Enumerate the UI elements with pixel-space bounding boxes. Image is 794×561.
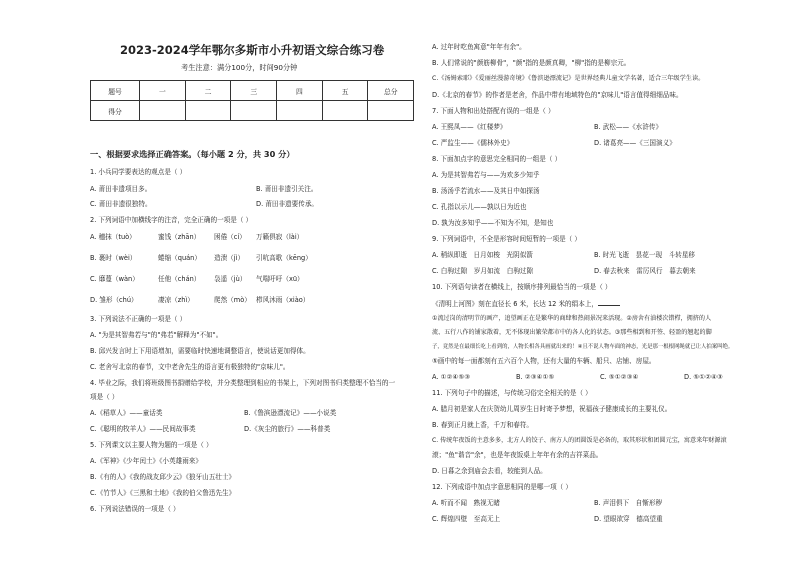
question-line: 7. 下面人物和出处搭配有误的一组是（ ）	[432, 107, 555, 115]
option-line: D.《北京的春节》的作者是老舍，作品中带有地域特色的"京味儿"语言值得细细品味。	[432, 91, 683, 99]
option-line: C. 严监生——《儒林外史》	[432, 139, 514, 147]
question-line: 项是（ ）	[90, 393, 119, 401]
option-line: C. 传统年夜饭的主意多多，北方人的饺子、南方人的团圆饭是必备的，取其形状和团圆元宝，寓意来年财源滚	[432, 437, 727, 444]
exam-notice: 考生注意：满分100分，时间90分钟	[181, 63, 298, 72]
option-line: D. 日暮之余到庙会去看，较能到人品。	[432, 467, 547, 475]
option-line: D. 孰为汝多知乎——不知为不知，是知也	[432, 219, 554, 227]
option-line: 凄凉（zhì）	[158, 296, 194, 304]
option-line: B. 人们常说的"颜筋柳骨"，"颜"指的是颜真卿，"柳"指的是柳宗元。	[432, 59, 631, 67]
option-line: A.《稻草人》——童话类	[90, 409, 163, 417]
passage-line	[432, 299, 620, 308]
score-input-cell[interactable]	[322, 101, 368, 121]
option-line: A. ①②④⑤③	[432, 373, 471, 381]
question-line: 12. 下列成语中加点字意思相同的是哪一项（ ）	[432, 483, 572, 491]
passage-line: ⑤画中的每一面都刻有五六百个人物，还有大量的车辆、船只、店铺、房屋。	[432, 357, 656, 365]
option-line: B. 汤汤乎若流水——及其日中如探汤	[432, 187, 540, 195]
score-cell: 得分	[91, 101, 140, 121]
option-line: 栉风沐雨（xiào）	[256, 296, 310, 304]
option-line: A. 莆田非遗项目多。	[90, 185, 152, 193]
passage-line: ①流过岗的清明节的画产，追望画正在是繁华的商肆和热闹景况来活现。②房舍有油楼次错栉，拥挤的人	[432, 315, 712, 322]
score-cell: 总分	[368, 81, 414, 101]
option-line: D. 春去秋来 雷厉风行 暮去朝来	[594, 267, 696, 275]
option-line: B. 声泪俱下 自惭形秽	[594, 499, 663, 507]
option-line: B. ②③④①⑤	[516, 373, 555, 381]
option-line: D. 雏形（chú）	[90, 296, 138, 304]
passage-text: 《清明上河图》刻在直径长 6 米，长达 12 米的绢本上，	[432, 300, 599, 308]
option-line: A.《军神》《少年闰土》《小英雄雨来》	[90, 457, 202, 465]
section-heading: 一、根据要求选择正确答案。（每小题 2 分，共 30 分）	[90, 149, 295, 159]
option-line: B. 莆田非遗引关注。	[256, 185, 318, 193]
option-line: D. 诸葛亮——《三国演义》	[594, 139, 676, 147]
score-cell: 四	[277, 81, 323, 101]
option-line: A. "为是其智弗若与"的"弗若"解释为"不如"。	[90, 331, 223, 339]
option-line: 袅遥（jù）	[214, 275, 247, 283]
option-line: A. 腊月初是家人在庆贺幼儿周岁生日时寄予梦想，祝福孩子健康成长的主要礼仪。	[432, 405, 672, 413]
question-line: 9. 下列词语中，不全是形容时间短暂的一项是（ ）	[432, 235, 581, 243]
answer-blank[interactable]	[598, 299, 620, 306]
option-line: A. 王熙凤——《红楼梦》	[432, 123, 507, 131]
option-line: 造溃（jì）	[214, 254, 245, 262]
option-line: D.《灰尘的旅行》——科普类	[244, 425, 331, 433]
option-line: A. 听而不闻 熟视无睹	[432, 499, 500, 507]
option-line: A. 过年时吃鱼寓意"年年有余"。	[432, 43, 526, 51]
question-line: 2. 下列词语中加横线字的注音，完全正确的一项是（ ）	[90, 216, 253, 224]
passage-line: 子，竟然是在最细长吃上看到的，人物长相各具画就出来的！④且不说人物车面的神态，光是那一根根网绳就已让人拍案叫绝。	[432, 344, 734, 350]
option-line: B. 邱兴发言时上下用语增加，需要临时快速地调整语言，使说话更加得体。	[90, 347, 310, 355]
option-line: B.《有的人》《我的战友邱少云》《狼牙山五壮士》	[90, 473, 236, 481]
option-line: B. 武松——《水浒传》	[594, 123, 663, 131]
score-table-score-row	[91, 101, 414, 121]
option-line: 气喘吁吁（xū）	[256, 275, 304, 283]
option-line: 困倦（cí）	[214, 233, 246, 241]
option-line: C.《汤姆索耶》《爱丽丝漫游奇境》《鲁滨逊漂流记》是世界经典儿童文学名著，适合三年级学生读。	[432, 75, 705, 82]
option-line: D. ⑤①②④③	[684, 373, 723, 381]
option-line: 万籁俱寂（lài）	[256, 233, 304, 241]
score-input-cell[interactable]	[140, 101, 186, 121]
passage-line: 流、五行八作的铺家散着，无不体现出繁荣都市中的各人化的状态。③那些相到和开签、轻盈的翘起的脚	[432, 329, 712, 336]
option-line: 蜷缩（quán）	[158, 254, 201, 262]
option-line: B. 春到正月就上香，千万和春符。	[432, 421, 534, 429]
option-line: 引吭高歌（kēng）	[256, 254, 312, 262]
option-line: B.《鲁滨逊漂流记》——小说类	[244, 409, 337, 417]
question-line: 6. 下列说法错误的一项是（ ）	[90, 505, 180, 513]
score-input-cell[interactable]	[231, 101, 277, 121]
exam-title: 2023-2024学年鄂尔多斯市小升初语文综合练习卷	[120, 43, 385, 57]
option-line: C. ⑤①②③④	[600, 373, 639, 381]
option-line: A. 穗抹（tuò）	[90, 233, 136, 241]
option-line: C. 孔指以示儿——孰以日为近也	[432, 203, 527, 211]
option-line: C.《竹节人》《三黑和土地》《我的伯父鲁迅先生》	[90, 489, 236, 497]
score-table-header-row	[91, 81, 414, 101]
option-line: A. 稍纵即逝 日月如梭 光阴似箭	[432, 251, 533, 259]
question-line: 8. 下面加点字的意思完全相同的一组是（ ）	[432, 155, 562, 163]
question-line: 3. 下列说法不正确的一项是（ ）	[90, 315, 187, 323]
option-line: C. 靡蔓（wàn）	[90, 275, 139, 283]
option-line: 爬然（mò）	[214, 296, 251, 304]
option-line: B. 时光飞逝 昙花一现 斗转星移	[594, 251, 696, 259]
option-line: C. 老舍写北京的春节，文中老舍先生的语言更有极独特的"京味儿"。	[90, 363, 290, 371]
question-line: 4. 毕业之际，我们将班级图书捐赠给学校，并分类整理到相应的书架上，下列对图书归类整理不恰当的一	[90, 379, 396, 387]
question-line: 11. 下列句子中的描述，与传统习俗完全相关的是（ ）	[432, 389, 592, 397]
question-line: 10. 下列语句读者在横线上，按顺序排列最恰当的一项是（ ）	[432, 283, 612, 291]
option-line: D. 望眼欲穿 德高望重	[594, 515, 663, 523]
score-table	[90, 80, 414, 121]
score-cell: 五	[322, 81, 368, 101]
score-cell: 二	[185, 81, 231, 101]
score-input-cell[interactable]	[185, 101, 231, 121]
score-input-cell[interactable]	[368, 101, 414, 121]
option-line: C. 辉煌四壁 至高无上	[432, 515, 501, 523]
score-cell: 题号	[91, 81, 140, 101]
option-line: 蜜饯（zhān）	[158, 233, 201, 241]
option-line: D. 莆田非遗要传承。	[256, 200, 319, 208]
option-line: 滚；"鱼"谐音"余"，也是年夜饭桌上年年有余的吉祥菜品。	[432, 451, 603, 459]
option-line: C. 莆田非遗很独特。	[90, 200, 152, 208]
option-line: 任他（chán）	[158, 275, 201, 283]
option-line: B. 裹时（wèi）	[90, 254, 137, 262]
option-line: A. 为是其智弗若与——为欢多少知乎	[432, 171, 540, 179]
score-input-cell[interactable]	[277, 101, 323, 121]
option-line: C.《聪明的牧羊人》——民间故事类	[90, 425, 196, 433]
question-line: 1. 小兵同学要表达的观点是（ ）	[90, 168, 187, 176]
score-cell: 三	[231, 81, 277, 101]
score-cell: 一	[140, 81, 186, 101]
option-line: C. 白驹过隙 岁月如流 白驹过隙	[432, 267, 534, 275]
question-line: 5. 下列课文以主要人物为题的一项是（ ）	[90, 441, 213, 449]
